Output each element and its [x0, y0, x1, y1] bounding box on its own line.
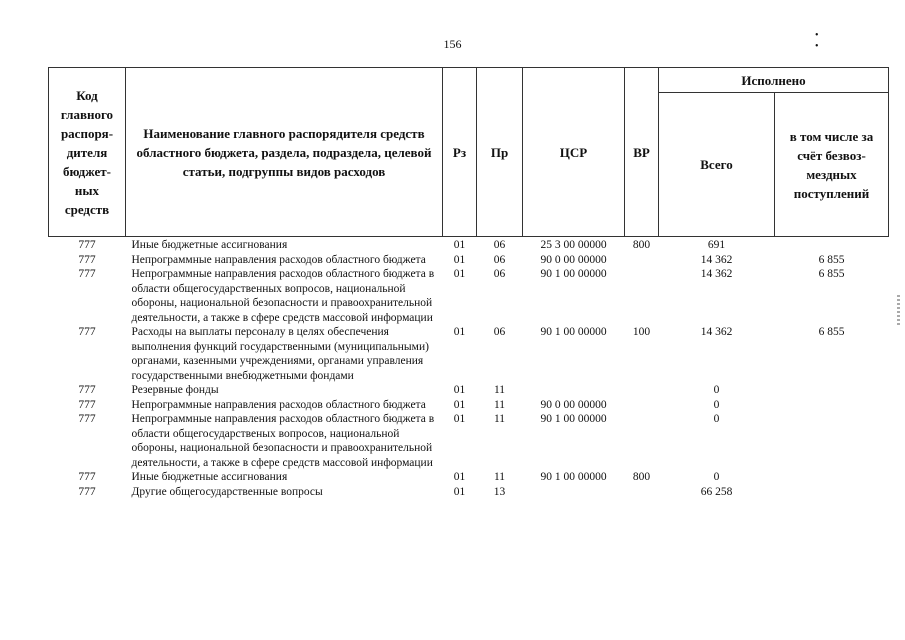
- cell-name: Иные бюджетные ассигнования: [131, 471, 288, 483]
- cell-rz: 01: [453, 471, 466, 483]
- cell-vr: [625, 485, 659, 500]
- header-pr: Пр: [477, 68, 523, 237]
- cell-rz: 01: [453, 398, 466, 411]
- cell-code: 777: [78, 471, 96, 483]
- cell-rz: 01: [453, 384, 466, 396]
- table-row: [49, 325, 889, 383]
- cell-pr: 06: [493, 326, 506, 338]
- table-row: [49, 383, 889, 398]
- cell-rz: 01: [453, 268, 466, 280]
- cell-free: [775, 398, 889, 413]
- cell-pr: 11: [493, 471, 506, 483]
- cell-total: 14 362: [700, 326, 733, 338]
- header-rz: Рз: [443, 68, 477, 237]
- cell-vr: [625, 383, 659, 398]
- cell-code: 777: [78, 239, 96, 251]
- cell-total: 0: [713, 413, 720, 425]
- table-row: [49, 398, 889, 413]
- cell-free: [775, 237, 889, 253]
- cell-rz: 01: [453, 253, 466, 266]
- cell-csr: 90 0 00 00000: [540, 253, 607, 266]
- cell-code: 777: [78, 413, 96, 425]
- cell-name: Иные бюджетные ассигнования: [131, 239, 288, 251]
- cell-pr: 06: [493, 239, 506, 251]
- cell-rz: 01: [453, 413, 466, 425]
- header-free-receipts: в том числе за счёт безвоз-мездных поступлений: [775, 93, 889, 237]
- header-name: Наименование главного распорядителя средств областного бюджета, раздела, подраздела, целевой статьи, подгруппы видов расходов: [126, 68, 443, 237]
- cell-pr: 11: [493, 384, 506, 396]
- cell-total: 0: [713, 471, 720, 483]
- cell-code: 777: [78, 398, 96, 411]
- cell-free: [775, 412, 889, 470]
- header-code: Код главного распоря-дителя бюджет-ных средств: [49, 68, 126, 237]
- header-csr: ЦСР: [523, 68, 625, 237]
- cell-pr: 06: [493, 253, 506, 266]
- cell-total: 691: [707, 239, 726, 251]
- cell-name: Непрограммные направления расходов областного бюджета в области общегосударственых вопросов, национальной обороны, национальной безопасности и правоохранительной деятельности, а также в сфере средств массовой информации: [131, 413, 435, 469]
- header-total: Всего: [659, 93, 775, 237]
- cell-csr: 90 0 00 00000: [540, 398, 607, 411]
- budget-table: [48, 67, 889, 499]
- cell-vr: 800: [632, 239, 651, 251]
- cell-free: 6 855: [818, 326, 845, 338]
- header-executed: Исполнено: [659, 68, 889, 93]
- cell-csr: 90 1 00 00000: [540, 413, 607, 425]
- cell-total: 14 362: [700, 268, 733, 280]
- cell-free: [775, 383, 889, 398]
- cell-code: 777: [78, 326, 96, 338]
- cell-code: 777: [78, 485, 96, 498]
- cell-rz: 01: [453, 239, 466, 251]
- cell-rz: 01: [453, 326, 466, 338]
- cell-csr: [523, 383, 625, 398]
- cell-code: 777: [78, 253, 96, 266]
- cell-pr: 11: [493, 398, 506, 411]
- cell-pr: 11: [493, 413, 506, 425]
- table-row: [49, 412, 889, 470]
- cell-vr: [625, 412, 659, 470]
- cell-vr: [625, 398, 659, 413]
- cell-name: Другие общегосударственные вопросы: [131, 485, 323, 498]
- cell-total: 14 362: [700, 253, 733, 266]
- cell-csr: 25 3 00 00000: [540, 239, 607, 251]
- page-number: 156: [443, 37, 462, 51]
- cell-vr: [625, 253, 659, 268]
- cell-total: 66 258: [700, 485, 733, 498]
- cell-pr: 13: [493, 485, 506, 498]
- cell-total: 0: [713, 384, 720, 396]
- cell-free: 6 855: [818, 268, 845, 280]
- cell-free: 6 855: [818, 253, 845, 266]
- cell-code: 777: [78, 268, 96, 280]
- table-row: [49, 485, 889, 500]
- cell-name: Непрограммные направления расходов областного бюджета: [131, 253, 426, 266]
- cell-free: [775, 485, 889, 500]
- table-row: [49, 237, 889, 253]
- cell-vr: 800: [632, 471, 651, 483]
- cell-total: 0: [713, 398, 720, 411]
- table-row: [49, 470, 889, 485]
- cell-name: Непрограммные направления расходов областного бюджета в области общегосударственных вопросов, национальной обороны, национальной безопасности и правоохранительной деятельности, а также в сфере средств массовой информации: [131, 268, 435, 324]
- header-vr: ВР: [625, 68, 659, 237]
- table-row: [49, 267, 889, 325]
- cell-csr: [523, 485, 625, 500]
- cell-name: Расходы на выплаты персоналу в целях обеспечения выполнения функций государственными (муниципальными) органами, казенными учреждениями, органами управления государственными внебюджетными фондами: [131, 326, 429, 382]
- cell-code: 777: [78, 384, 96, 396]
- cell-name: Резервные фонды: [131, 384, 219, 396]
- cell-vr: 100: [632, 326, 651, 338]
- scan-edge-mark: [897, 295, 900, 325]
- cell-free: [775, 470, 889, 485]
- cell-csr: 90 1 00 00000: [540, 268, 607, 280]
- cell-name: Непрограммные направления расходов областного бюджета: [131, 398, 426, 411]
- table-row: [49, 253, 889, 268]
- scan-marks: • •: [815, 30, 849, 52]
- cell-rz: 01: [453, 485, 466, 498]
- cell-vr: [625, 267, 659, 325]
- cell-csr: 90 1 00 00000: [540, 326, 607, 338]
- cell-pr: 06: [493, 268, 506, 280]
- cell-csr: 90 1 00 00000: [540, 471, 607, 483]
